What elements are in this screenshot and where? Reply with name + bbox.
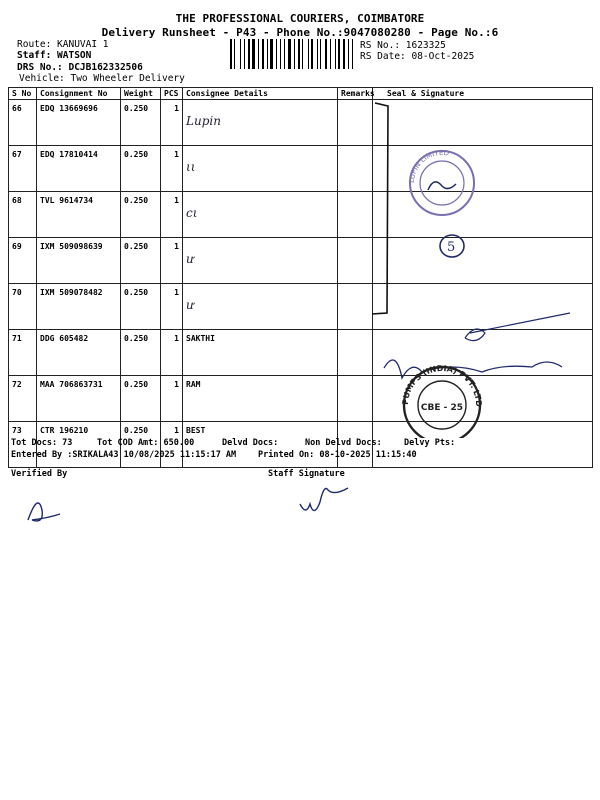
- delvy-pts: Delvy Pts:: [404, 438, 456, 448]
- printed-on: Printed On: 08-10-2025 11:15:40: [258, 450, 417, 460]
- row-sno: 70: [9, 284, 37, 330]
- entered-by: Entered By :SRIKALA43 10/08/2025 11:15:17 AM: [11, 450, 237, 460]
- row-pcs: 1: [161, 238, 183, 284]
- col-pcs: PCS: [161, 88, 183, 100]
- row-consignment: TVL 9614734: [37, 192, 121, 238]
- staff-signature-label: Staff Signature: [268, 469, 345, 479]
- row-pcs: 1: [161, 284, 183, 330]
- stamp2-text: PUMPS (INDIA) PVT. LTD: [400, 363, 484, 407]
- row-sno: 68: [9, 192, 37, 238]
- row-remarks: [338, 330, 373, 376]
- row-sno: 69: [9, 238, 37, 284]
- row-pcs: 1: [161, 100, 183, 146]
- row-weight: 0.250: [121, 330, 161, 376]
- row-consignment: MAA 706863731: [37, 376, 121, 422]
- row-consignment: IXM 509098639: [37, 238, 121, 284]
- row-consignee: RAM: [183, 376, 338, 422]
- row-pcs: 1: [161, 146, 183, 192]
- row-remarks: [338, 100, 373, 146]
- handwritten-signature: ư: [186, 298, 194, 312]
- barcode-image: [230, 39, 354, 69]
- row-pcs: 1: [161, 192, 183, 238]
- row-consignment: EDQ 17810414: [37, 146, 121, 192]
- row-pcs: 1: [161, 376, 183, 422]
- row-sno: 71: [9, 330, 37, 376]
- col-seal: Seal & Signature: [373, 88, 593, 100]
- row-consignee: [183, 192, 338, 238]
- row-consignee: [183, 146, 338, 192]
- row-weight: 0.250: [121, 376, 161, 422]
- lupin-stamp: [408, 149, 474, 215]
- rs-number: RS No.: 1623325: [360, 40, 446, 51]
- seal-signature-marks: [370, 98, 600, 438]
- row-pcs: 1: [161, 330, 183, 376]
- row-consignee: [183, 238, 338, 284]
- stamp2-center: CBE - 25: [420, 403, 464, 413]
- delvd-docs: Delvd Docs:: [222, 438, 279, 448]
- route-label: Route: KANUVAI 1: [17, 39, 109, 50]
- row-consignee: SAKTHI: [183, 330, 338, 376]
- row-weight: 0.250: [121, 238, 161, 284]
- row-weight: 0.250: [121, 100, 161, 146]
- row-consignment: DDG 605482: [37, 330, 121, 376]
- row-consignment: IXM 509078482: [37, 284, 121, 330]
- col-weight: Weight: [121, 88, 161, 100]
- col-consignee: Consignee Details: [183, 88, 338, 100]
- handwritten-signature: ϲι: [186, 206, 198, 220]
- row-weight: 0.250: [121, 192, 161, 238]
- col-consignment: Consignment No: [37, 88, 121, 100]
- row-remarks: [338, 146, 373, 192]
- row-remarks: [338, 284, 373, 330]
- company-title: THE PROFESSIONAL COURIERS, COIMBATORE: [175, 12, 425, 25]
- row-consignee: [183, 100, 338, 146]
- verifier-signature: [20, 490, 80, 530]
- row-sno: 73: [9, 422, 37, 468]
- row-sno: 67: [9, 146, 37, 192]
- staff-label: Staff: WATSON: [17, 50, 92, 61]
- row-weight: 0.250: [121, 284, 161, 330]
- row-consignee: BEST: [183, 422, 338, 468]
- rs-date: RS Date: 08-Oct-2025: [360, 51, 475, 62]
- non-delvd-docs: Non Delvd Docs:: [305, 438, 382, 448]
- handwritten-signature: Lupin: [186, 114, 221, 128]
- row-sno: 72: [9, 376, 37, 422]
- row-consignment: CTR 196210: [37, 422, 121, 468]
- col-remarks: Remarks: [338, 88, 373, 100]
- row-remarks: [338, 192, 373, 238]
- stamp1-mark: 5: [447, 240, 456, 255]
- col-sno: S No: [9, 88, 37, 100]
- tot-docs: Tot Docs: 73: [11, 438, 73, 448]
- handwritten-signature: ιι: [186, 160, 196, 174]
- tot-cod: Tot COD Amt: 650.00: [97, 438, 195, 448]
- stamp1-text: LUPIN LIMITED: [407, 148, 450, 184]
- drs-number: DRS No.: DCJB162332506: [17, 62, 143, 73]
- verified-by-label: Verified By: [11, 469, 68, 479]
- row-remarks: [338, 376, 373, 422]
- row-weight: 0.250: [121, 422, 161, 468]
- handwritten-signature: ư: [186, 252, 194, 266]
- row-pcs: 1: [161, 422, 183, 468]
- staff-signature: [296, 482, 356, 522]
- row-consignee: [183, 284, 338, 330]
- row-sno: 66: [9, 100, 37, 146]
- runsheet-subtitle: Delivery Runsheet - P43 - Phone No.:9047080280 - Page No.:6: [101, 26, 499, 39]
- vehicle-label: Vehicle: Two Wheeler Delivery: [19, 73, 185, 84]
- row-consignment: EDQ 13669696: [37, 100, 121, 146]
- row-weight: 0.250: [121, 146, 161, 192]
- row-remarks: [338, 238, 373, 284]
